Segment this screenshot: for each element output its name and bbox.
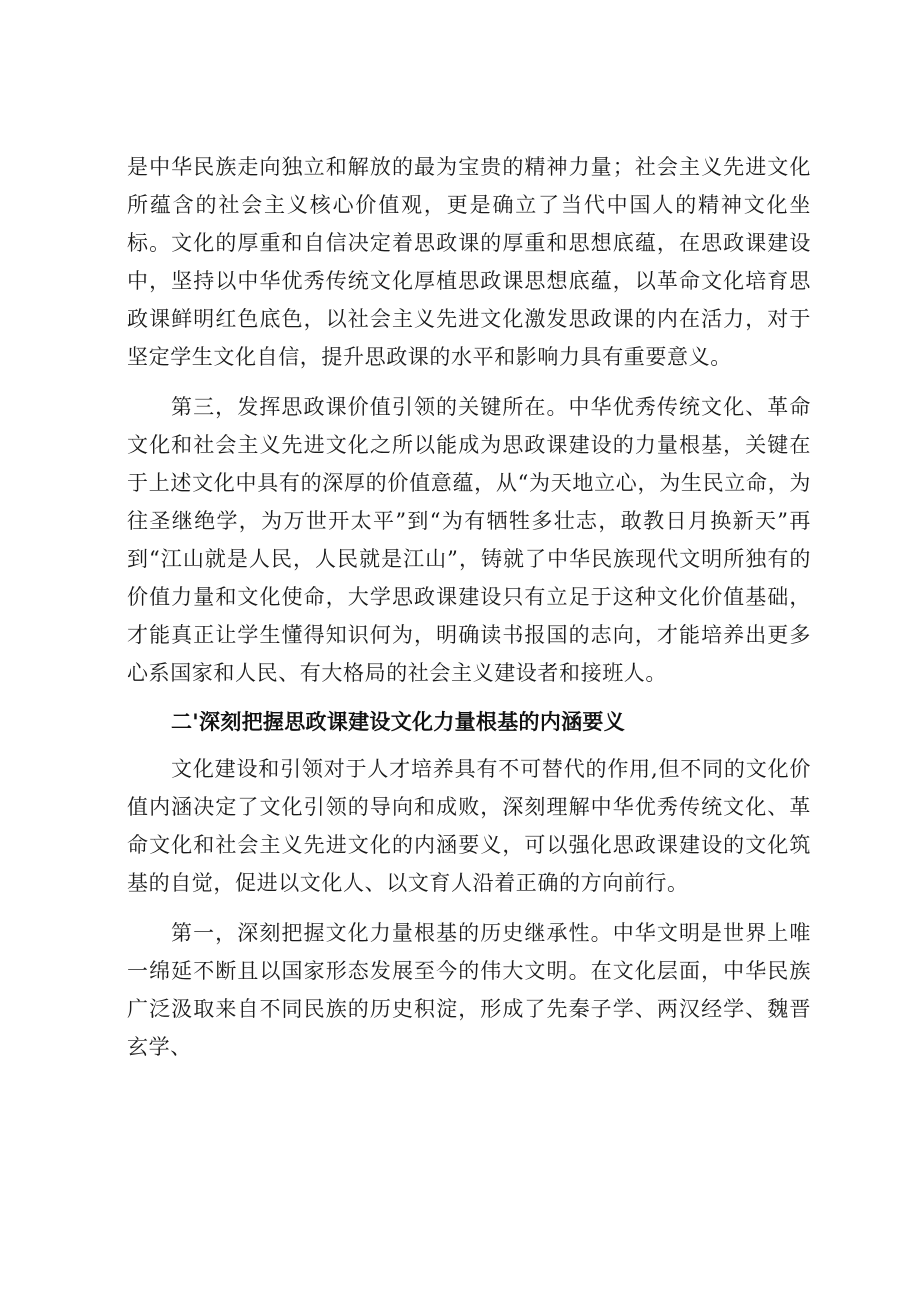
paragraph-first-point: 第一，深刻把握文化力量根基的历史继承性。中华文明是世界上唯一绵延不断且以国家形态发展至今的伟大文明。在文化层面，中华民族广泛汲取来自不同民族的历史积淀，形成了先秦子学、两汉经学、魏晋玄学、 bbox=[127, 921, 811, 1059]
paragraph-third-point: 第三，发挥思政课价值引领的关键所在。中华优秀传统文化、革命文化和社会主义先进文化之所以能成为思政课建设的力量根基，关键在于上述文化中具有的深厚的价值意蕴，从“为天地立心，为生民立命，为往圣继绝学，为万世开太平”到“为有牺牲多壮志，敢教日月换新天”再到“江山就是人民，人民就是江山”，铸就了中华民族现代文明所独有的价值力量和文化使命，大学思政课建设只有立足于这种文化价值基础，才能真正让学生懂得知识何为，明确读书报国的志向，才能培养出更多心系国家和人民、有大格局的社会主义建设者和接班人。 bbox=[127, 395, 811, 685]
document-body bbox=[127, 148, 811, 1078]
section-heading-2: 二'深刻把握思政课建设文化力量根基的内涵要义 bbox=[171, 710, 626, 734]
paragraph-section-intro: 文化建设和引领对于人才培养具有不可替代的作用,但不同的文化价值内涵决定了文化引领的导向和成败，深刻理解中华优秀传统文化、革命文化和社会主义先进文化的内涵要义，可以强化思政课建设的文化筑基的自觉，促进以文化人、以文育人沿着正确的方向前行。 bbox=[127, 757, 811, 895]
paragraph-continuation: 是中华民族走向独立和解放的最为宝贵的精神力量；社会主义先进文化所蕴含的社会主义核心价值观，更是确立了当代中国人的精神文化坐标。文化的厚重和自信决定着思政课的厚重和思想底蕴，在思政课建设中，坚持以中华优秀传统文化厚植思政课思想底蕴，以革命文化培育思政课鲜明红色底色，以社会主义先进文化激发思政课的内在活力，对于坚定学生文化自信，提升思政课的水平和影响力具有重要意义。 bbox=[127, 155, 811, 369]
